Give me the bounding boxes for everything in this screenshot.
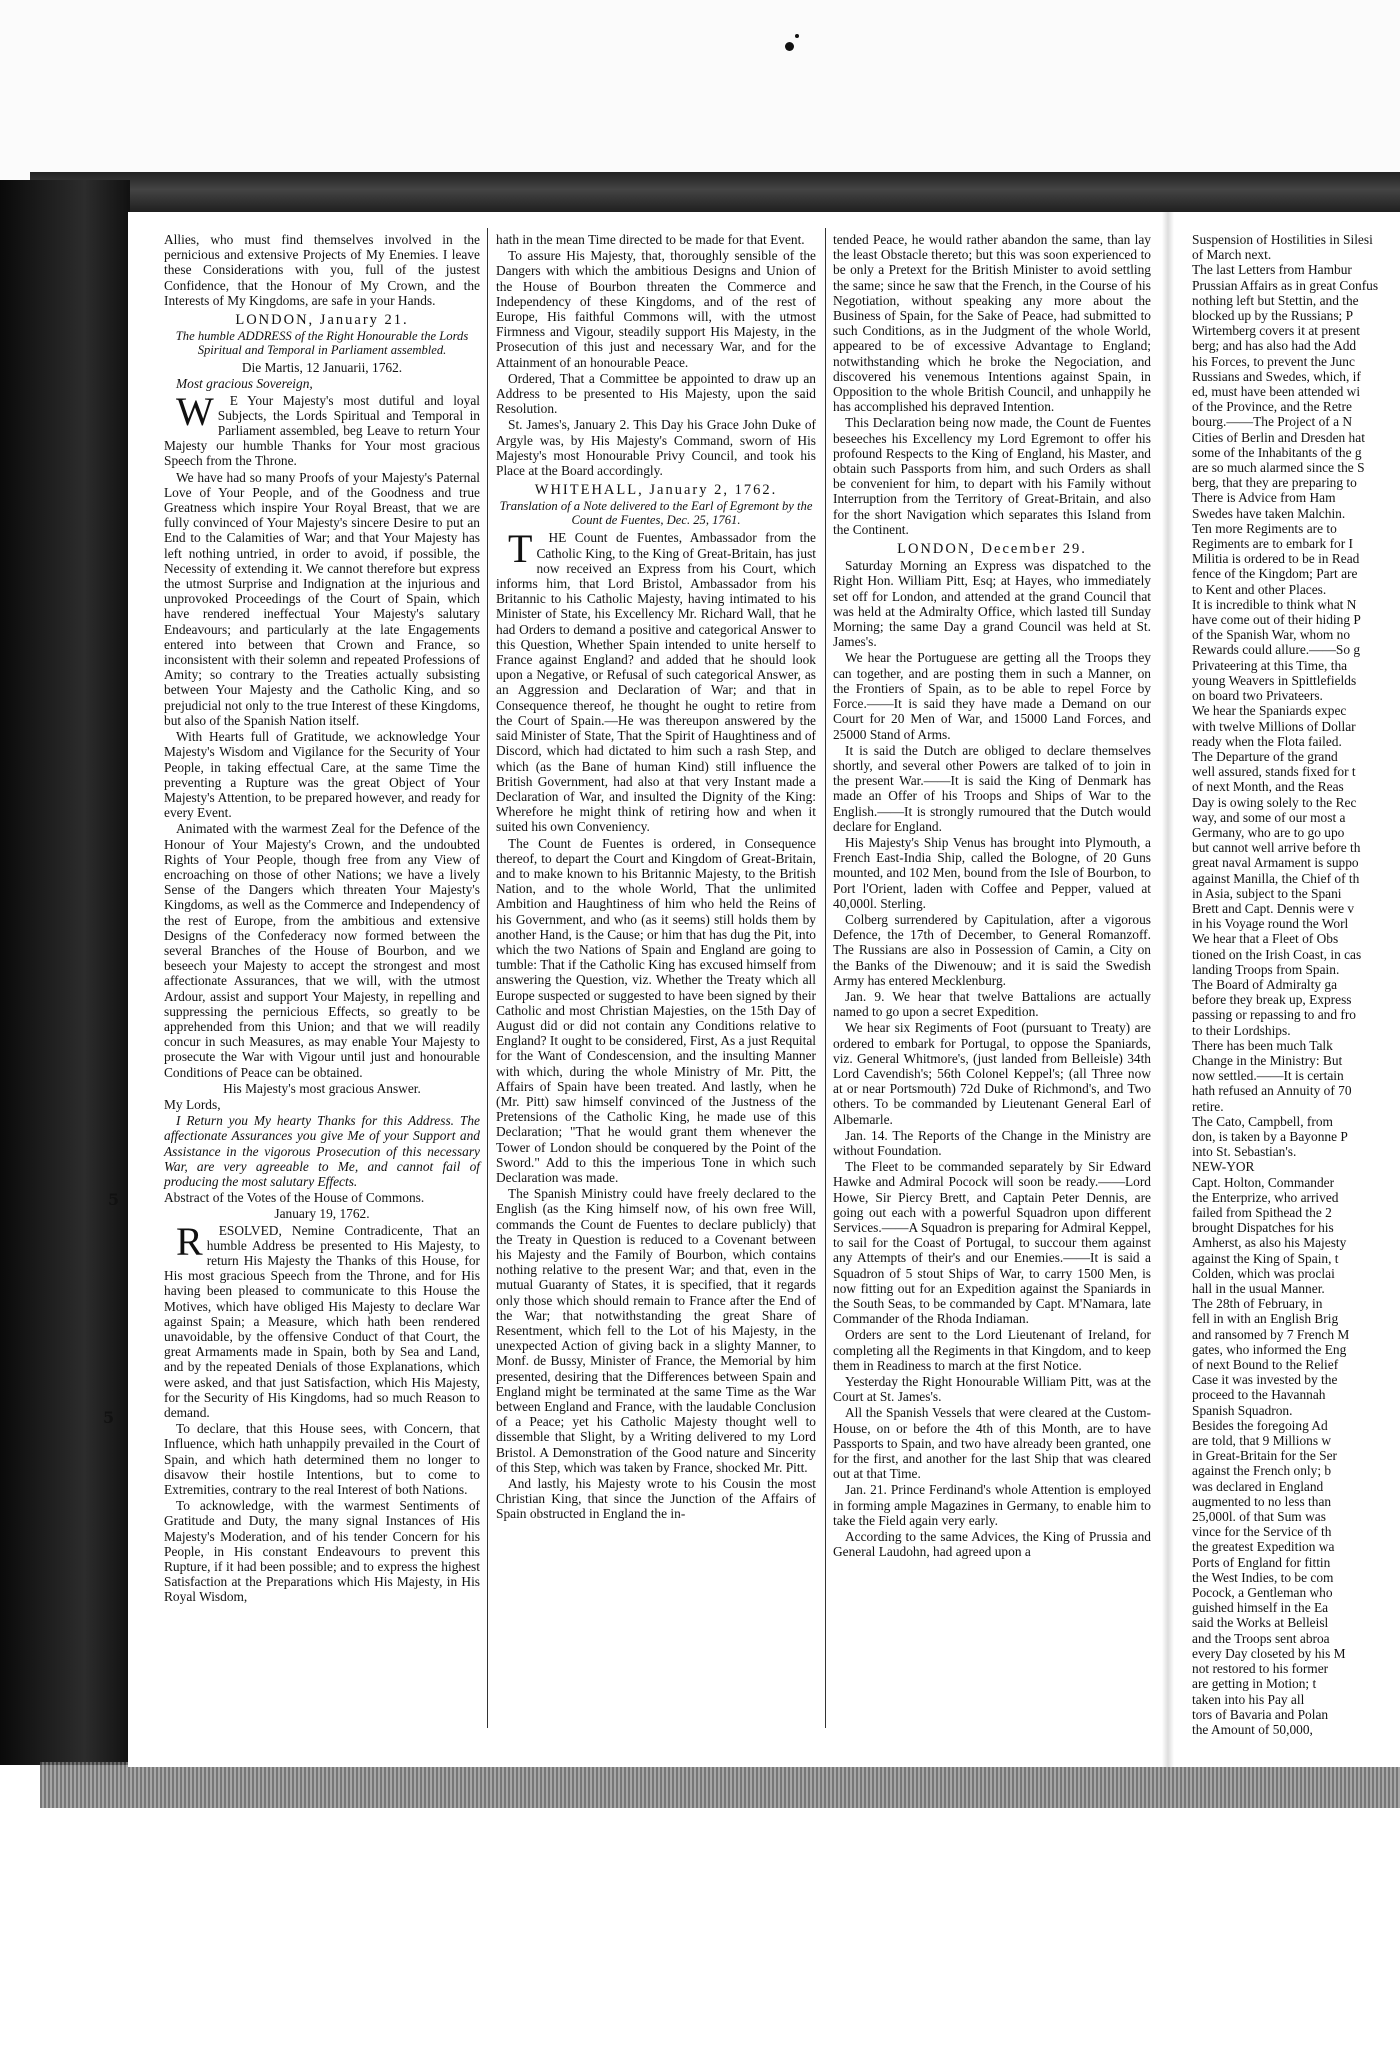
article-paragraph: To acknowledge, with the warmest Sentiments of Gratitude and Duty, the many signal Instances of His Majesty's Moderation, and of his tender Concern for his People, in His constant Endeavours to prevent this Rupture, if it had been possible; and to express the highest Satisfaction at the Preparations which His Majesty, in His Royal Wisdom, bbox=[164, 1498, 480, 1605]
truncated-line: and ransomed by 7 French M bbox=[1192, 1326, 1350, 1342]
truncated-line: are getting in Motion; t bbox=[1192, 1676, 1317, 1692]
truncated-line: in Great-Britain for the Ser bbox=[1192, 1448, 1338, 1464]
truncated-line: of next Bound to the Relief bbox=[1192, 1357, 1339, 1373]
truncated-line: in Asia, subject to the Spani bbox=[1192, 885, 1342, 901]
truncated-line: gates, who informed the Eng bbox=[1192, 1341, 1347, 1357]
truncated-line: Day is owing solely to the Rec bbox=[1192, 794, 1357, 810]
truncated-line: Colden, which was proclai bbox=[1192, 1265, 1335, 1281]
section-heading: LONDON, December 29. bbox=[897, 541, 1087, 558]
truncated-line: against Manilla, the Chief of th bbox=[1192, 870, 1360, 886]
truncated-line: Wirtemberg covers it at present bbox=[1192, 323, 1361, 339]
article-paragraph: tended Peace, he would rather abandon the same, than lay the least Obstacle thereto; but this was soon experienced to be only a Pretext for the British Minister to avoid settling the same; since he saw that the French, in the Course of his Negotiation, without speaking any more about the Business of Spain, for the Sake of Peace, had submitted to such Conditions, as in the Judgment of the whole World, appeared to be of excessive Advantage to England; notwithstanding which he broke the Negociation, and discovered his venemous Intentions against Spain, in Opposition to the whole British Council, and unhappily he has accomplished his depraved Intention. bbox=[833, 232, 1151, 415]
truncated-line: Amherst, as also his Majesty bbox=[1192, 1235, 1347, 1251]
truncated-line: landing Troops from Spain. bbox=[1192, 961, 1340, 977]
truncated-line: before they break up, Express bbox=[1192, 992, 1352, 1008]
truncated-line: augmented to no less than bbox=[1192, 1493, 1332, 1509]
truncated-line: don, is taken by a Bayonne P bbox=[1192, 1128, 1348, 1144]
truncated-line: and the Troops sent abroa bbox=[1192, 1630, 1330, 1646]
truncated-line: berg, that they are preparing to bbox=[1192, 475, 1357, 491]
truncated-line: ready when the Flota failed. bbox=[1192, 733, 1342, 749]
article-paragraph: And lastly, his Majesty wrote to his Cousin the most Christian King, that since the Junction of the Affairs of Spain obstructed in England the in- bbox=[496, 1476, 816, 1522]
article-paragraph: According to the same Advices, the King of Prussia and General Laudohn, had agreed upon a bbox=[833, 1529, 1151, 1560]
column-1 bbox=[164, 232, 480, 1606]
truncated-line: way, and some of our most a bbox=[1192, 809, 1346, 825]
truncated-line: fence of the Kingdom; Part are bbox=[1192, 566, 1358, 582]
truncated-line: guished himself in the Ea bbox=[1192, 1600, 1329, 1616]
truncated-line: The last Letters from Hambur bbox=[1192, 262, 1352, 278]
truncated-line: There has been much Talk bbox=[1192, 1037, 1333, 1053]
margin-mark: 5 bbox=[103, 1408, 115, 1427]
article-paragraph: hath in the mean Time directed to be made for that Event. bbox=[496, 232, 805, 247]
book-top-edge bbox=[30, 172, 1400, 216]
truncated-line: said the Works at Belleisl bbox=[1192, 1615, 1329, 1631]
truncated-line: tors of Bavaria and Polan bbox=[1192, 1706, 1329, 1722]
article-paragraph: WE Your Majesty's most dutiful and loyal Subjects, the Lords Spiritual and Temporal in Parliament assembled, beg Leave to return Your Majesty our humble Thanks for Your most gracious Speech from the Throne. bbox=[164, 388, 480, 469]
truncated-line: brought Dispatches for his bbox=[1192, 1220, 1334, 1236]
truncated-line: hath refused an Annuity of 70 bbox=[1192, 1083, 1352, 1099]
article-paragraph: The Count de Fuentes is ordered, in Consequence thereof, to depart the Court and Kingdom of Great-Britain, and to make known to his Britannic Majesty, to the British Nation, and to the whole World, That the unlimited Ambition and Haughtiness of him who held the Reins of his Government, and who (as it seems) still holds them by another Hand, is the Cause; or him that has dug the Pit, into which the two Nations of Spain and England are going to tumble: That if the Catholic King has excused himself from answering the Question, viz. Whether the Treaty which all Europe suspected or suggested to have been signed by their Catholic and most Christian Majesties, on the 15th Day of August did or did not contain any Conditions relative to England? It ought to be considered, First, As a just Requital for the Want of Condescension, and the insulting Manner with which, during the whole Ministry of Mr. Pitt, the Affairs of Spain have been treated. And lastly, when he (Mr. Pitt) saw himself convinced of the Justness of the Pretensions of the Catholic King, he made use of this Declaration; "That he would grant them whenever the Tower of London should be conquered by the Point of the Sword." Add to this the imperious Tone in which such Declaration was made. bbox=[496, 835, 816, 1185]
truncated-line: The Cato, Campbell, from bbox=[1192, 1113, 1333, 1129]
truncated-line: The Departure of the grand bbox=[1192, 748, 1338, 764]
truncated-line: the Amount of 50,000, bbox=[1192, 1721, 1313, 1737]
truncated-line: every Day closeted by his M bbox=[1192, 1645, 1346, 1661]
truncated-line: Regiments are to embark for I bbox=[1192, 536, 1354, 552]
truncated-line: in his Voyage round the Worl bbox=[1192, 916, 1349, 932]
truncated-line: against the French only; b bbox=[1192, 1463, 1332, 1479]
article-paragraph: We hear six Regiments of Foot (pursuant to Treaty) are ordered to embark for Portugal, to oppose the Spaniards, viz. General Whitmore's, (just landed from Belleisle) 34th Lord Cavendish's; 56th Colonel Keppel's; (all Three now at or near Portsmouth) 72d Duke of Richmond's, and Two others. To be commanded by Lieutenant General Earl of Albemarle. bbox=[833, 1020, 1151, 1127]
centered-line: His Majesty's most gracious Answer. bbox=[223, 1080, 421, 1096]
truncated-line: Cities of Berlin and Dresden hat bbox=[1192, 429, 1365, 445]
article-paragraph: THE Count de Fuentes, Ambassador from the Catholic King, to the King of Great-Britain, has just now received an Express from his Court, which informs him, that Lord Bristol, Ambassador from his Britannic to his Catholic Majesty, having intimated to his Minister of State, his Excellency Mr. Richard Wall, that he had Orders to demand a positive and categorical Answer to this Question, Whether Spain intended to unite herself to France against England? and added that he should look upon a Negative, or Refusal of such categorical Answer, as an Aggression and Declaration of War; and that in Consequence thereof, he thought he ought to retire from the Court of Spain.—He was thereupon answered by the said Minister of State, That the Spirit of Haughtiness and of Discord, which had dictated to him such a rash Step, and which (as the Bane of human Kind) still influence the British Government, had also at that very Instant made a Declaration of War, and insulted the Dignity of the King: Wherefore he might think of retiring how and when it suited his own Conveniency. bbox=[496, 526, 816, 835]
truncated-line: blocked up by the Russians; P bbox=[1192, 308, 1354, 324]
truncated-line: hall in the usual Manner. bbox=[1192, 1281, 1325, 1297]
truncated-line: on board two Privateers. bbox=[1192, 688, 1323, 704]
truncated-line: some of the Inhabitants of the g bbox=[1192, 444, 1362, 460]
article-paragraph: Yesterday the Right Honourable William Pitt, was at the Court at St. James's. bbox=[833, 1374, 1151, 1405]
truncated-line: retire. bbox=[1192, 1098, 1224, 1114]
newspaper-page bbox=[128, 212, 1400, 1767]
article-paragraph: The Fleet to be commanded separately by Sir Edward Hawke and Admiral Pocock will soon be ready.——Lord Howe, Sir Piercy Brett, and Captain Peter Dennis, are going out each with a powerful Squadron upon different Services.——A Squadron is preparing for Admiral Keppel, to sail for the Coast of Portugal, to succour them against any Attempts of their's and our Enemies.——It is said a Squadron of 5 stout Ships of War, to carry 1500 Men, is now fitting out for an Expedition against the Spaniards in the South Seas, to be commanded by Capt. M'Namara, late Commander of the Rhoda Indiaman. bbox=[833, 1159, 1151, 1327]
article-paragraph: We have had so many Proofs of your Majesty's Paternal Love of Your People, and of the Goodness and true Greatness which inspire Your Royal Breast, that we are fully convinced of Your Majesty's sincere Desire to put an End to the Calamities of War; and that Your Majesty has left nothing untried, in order to avoid, if possible, the Necessity of extending it. We cannot therefore but express the utmost Surprise and Indignation at the injurious and unprovoked Proceedings of the Court of Spain, which have rendered ineffectual Your Majesty's salutary Endeavours; and particularly at the late Engagements entered into between that Crown and France, so inconsistent with their solemn and repeated Professions of Amity; so contrary to the Treaties actually subsisting between Your Majesty and the Catholic King, and so prejudicial not only to the true Interest of these Kingdoms, but also of the Spanish Nation itself. bbox=[164, 469, 480, 728]
truncated-line: Swedes have taken Malchin. bbox=[1192, 505, 1346, 521]
truncated-line: of the Province, and the Retre bbox=[1192, 399, 1352, 415]
truncated-line: taken into his Pay all bbox=[1192, 1691, 1305, 1707]
truncated-line: not restored to his former bbox=[1192, 1661, 1329, 1677]
truncated-line: failed from Spithead the 2 bbox=[1192, 1205, 1332, 1220]
column-3 bbox=[833, 232, 1151, 1560]
truncated-line: We hear the Spaniards expec bbox=[1192, 703, 1347, 719]
article-paragraph: The Spanish Ministry could have freely declared to the English (as the King himself now, of his own free Will, commands the Count de Fuentes to declare publicly) that the Treaty in Question is reduced to a Covenant between his Majesty and the Family of Bourbon, which contains nothing relative to the present War; and that, even in the mutual Guaranty of States, it is specified, that it regards only those which should remain to France after the End of the War; that notwithstanding the great Share of Resentment, which fell to the Lot of his Majesty, in the unexpected Action of giving back in a slighty Manner, to Monf. de Bussy, Minister of France, the Memorial by him presented, desiring that the Differences between Spain and England might be terminated at the same Time as the War between England and France, with the laudable Conclusion of a Peace; yet his Catholic Majesty thought well to dissemble that Slight, by a Writing delivered to my Lord Bristol. A Demonstration of the Good nature and Sincerity of this Step, which was taken by France, shocked Mr. Pitt. bbox=[496, 1186, 816, 1475]
ink-speck bbox=[795, 34, 799, 38]
italic-line: Most gracious Sovereign, bbox=[176, 376, 313, 392]
truncated-line: was declared in England bbox=[1192, 1478, 1324, 1494]
article-paragraph: Animated with the warmest Zeal for the Defence of the Honour of Your Majesty's Crown, and the undoubted Rights of Your People, though free from any View of encroaching on those of other Nations; we have a lively Sense of the Dangers which threaten Your Majesty's Kingdoms, as well as the Commerce and Independency of the rest of Europe, from the ambitious and extensive Designs of the Confederacy now formed between the several Branches of the House of Bourbon, and we beseech your Majesty to accept the strongest and most affectionate Assurances, that we will, with the utmost Ardour, assist and support Your Majesty, in repelling and suppressing the pernicious Effects, so greatly to be apprehended from this Union; and that we will readily concur in such Measures, as may enable Your Majesty to prosecute the War with Vigour until just and honourable Conditions of Peace can be obtained. bbox=[164, 821, 480, 1080]
truncated-line: NEW-YOR bbox=[1192, 1159, 1255, 1175]
section-heading: WHITEHALL, January 2, 1762. bbox=[534, 482, 778, 499]
article-paragraph: It is said the Dutch are obliged to declare themselves shortly, and several other Powers are talked of to join in the present War.——It is said the King of Denmark has made an Offer of his Troops and Ships of War to the English.——It is strongly rumoured that the Dutch would declare for England. bbox=[833, 742, 1151, 834]
centered-line: Die Martis, 12 Januarii, 1762. bbox=[241, 360, 403, 376]
column-2 bbox=[496, 232, 816, 1523]
truncated-line: the West Indies, to be com bbox=[1192, 1569, 1334, 1585]
truncated-line: There is Advice from Ham bbox=[1192, 490, 1336, 506]
truncated-line: Capt. Holton, Commander bbox=[1192, 1174, 1335, 1190]
truncated-line: Ten more Regiments are to bbox=[1192, 520, 1337, 536]
article-paragraph: Jan. 21. Prince Ferdinand's whole Attention is employed in forming ample Magazines in Germany, to enable him to take the Field again very early. bbox=[833, 1482, 1151, 1528]
truncated-line: Spanish Squadron. bbox=[1192, 1402, 1293, 1418]
article-paragraph: Ordered, That a Committee be appointed to draw up an Address to be presented to His Majesty, upon the said Resolution. bbox=[496, 370, 816, 417]
book-bottom-edge bbox=[40, 1762, 1400, 1808]
truncated-line: have come out of their hiding P bbox=[1192, 612, 1361, 628]
truncated-line: Change in the Ministry: But bbox=[1192, 1052, 1343, 1068]
article-paragraph: To declare, that this House sees, with Concern, that Influence, which hath unhappily prevailed in the Court of Spain, and which hath determined them no longer to disavow their hostile Intentions, but to come to Extremities, contrary to the real Interest of both Nations. bbox=[164, 1421, 480, 1498]
ink-speck bbox=[785, 42, 794, 51]
truncated-line: into St. Sebastian's. bbox=[1192, 1144, 1297, 1160]
centered-line: January 19, 1762. bbox=[274, 1206, 370, 1222]
truncated-line: well assured, stands fixed for t bbox=[1192, 764, 1356, 780]
truncated-line: proceed to the Havannah bbox=[1192, 1387, 1326, 1403]
article-paragraph: Allies, who must find themselves involved in the pernicious and extensive Projects of My Enemies. I leave these Considerations with you, full of the justest Confidence, that the Honour of My Crown, and the Interests of My Kingdoms, are safe in your Hands. bbox=[164, 232, 480, 308]
column-rule bbox=[825, 228, 826, 1728]
italic-line: I Return you My hearty Thanks for this Address. The affectionate Assurances you give Me of your Support and Assistance in the vigorous Prosecution of this necessary War, are very agreeable to Me, and cannot fail of producing the most salutary Effects. bbox=[164, 1113, 480, 1189]
truncated-line: bourg.——The Project of a N bbox=[1192, 414, 1353, 430]
article-paragraph: We hear the Portuguese are getting all the Troops they can together, and are posting them in such a Manner, on the Frontiers of Spain, as to be able to repel Force by Force.——It is said they have made a Demand on our Court for 20 Men of War, and 15000 Land Forces, and 25000 Stand of Arms. bbox=[833, 650, 1151, 742]
article-paragraph: Abstract of the Votes of the House of Commons. bbox=[164, 1190, 425, 1206]
truncated-line: are told, that 9 Millions w bbox=[1192, 1433, 1332, 1449]
truncated-line: We hear that a Fleet of Obs bbox=[1192, 931, 1339, 947]
article-paragraph: His Majesty's Ship Venus has brought into Plymouth, a French East-India Ship, called the Bologne, of 20 Guns mounted, and 102 Men, bound from the Isle of Bourbon, to Port l'Orient, laden with Coffee and Pepper, valued at 40,000l. Sterling. bbox=[833, 834, 1151, 911]
truncated-line: of next Month, and the Reas bbox=[1192, 779, 1344, 795]
truncated-line: vince for the Service of th bbox=[1192, 1524, 1332, 1540]
truncated-line: nothing left but Stettin, and the bbox=[1192, 292, 1359, 308]
truncated-line: to their Lordships. bbox=[1192, 1022, 1291, 1038]
truncated-line: Suspension of Hostilities in Silesi bbox=[1192, 232, 1373, 247]
article-paragraph: Colberg surrendered by Capitulation, after a vigorous Defence, the 17th of December, to General Romanzoff. The Russians are also in Possession of Camin, a City on the Banks of the Diwenouw; and it is said the Swedish Army has entered Mecklenburg. bbox=[833, 911, 1151, 988]
truncated-line: Russians and Swedes, which, if bbox=[1192, 368, 1361, 384]
truncated-line: The 28th of February, in bbox=[1192, 1296, 1323, 1312]
truncated-line: to Kent and other Places. bbox=[1192, 581, 1327, 597]
truncated-line: Rewards could allure.——So g bbox=[1192, 642, 1361, 658]
truncated-line: Prussian Affairs as in great Confus bbox=[1192, 277, 1379, 293]
article-paragraph: With Hearts full of Gratitude, we acknowledge Your Majesty's Wisdom and Vigilance for the Security of Your People, in taking effectual Care, at the same Time the preventing a Rupture was the great Object of Your Majesty's Attention, to be prepared however, and ready for every Event. bbox=[164, 729, 480, 821]
truncated-line: of March next. bbox=[1192, 247, 1272, 263]
truncated-line: passing or repassing to and fro bbox=[1192, 1007, 1357, 1023]
article-paragraph: To assure His Majesty, that, thoroughly sensible of the Dangers with which the ambitious Designs and Union of the House of Bourbon threaten the Commerce and Independency of these Kingdoms, and of the rest of Europe, His faithful Commons will, with the utmost Firmness and Vigour, steadily support His Majesty, in the Prosecution of this just and necessary War, and for the Attainment of an honourable Peace. bbox=[496, 248, 816, 370]
truncated-line: Brett and Capt. Dennis were v bbox=[1192, 900, 1355, 916]
truncated-line: Pocock, a Gentleman who bbox=[1192, 1585, 1333, 1601]
article-paragraph: Jan. 14. The Reports of the Change in the Ministry are without Foundation. bbox=[833, 1127, 1151, 1158]
article-paragraph: Saturday Morning an Express was dispatched to the Right Hon. William Pitt, Esq; at Hayes, who immediately set off for London, and attended at the grand Council that was held at the Admiralty Office, which lasted till Sunday Morning; the same Day a grand Council was held at St. James's. bbox=[833, 558, 1151, 650]
truncated-line: great naval Armament is suppo bbox=[1192, 855, 1359, 871]
truncated-line: but cannot well arrive before th bbox=[1192, 840, 1361, 856]
article-subtitle: The humble ADDRESS of the Right Honourable the Lords Spiritual and Temporal in Parliament assembled. bbox=[175, 329, 469, 358]
page-gutter bbox=[1162, 212, 1174, 1767]
truncated-line: against the King of Spain, t bbox=[1192, 1250, 1339, 1266]
article-paragraph: All the Spanish Vessels that were cleared at the Custom-House, on or before the 4th of this Month, are to have Passports to Spain, and two have already been granted, one for the first, and another for the last Ship that was cleared out at that Time. bbox=[833, 1405, 1151, 1482]
article-paragraph: St. James's, January 2. This Day his Grace John Duke of Argyle was, by His Majesty's Command, sworn of His Majesty's most Honourable Privy Council, and took his Place at the Board accordingly. bbox=[496, 417, 816, 479]
truncated-line: 25,000l. of that Sum was bbox=[1192, 1509, 1326, 1525]
column-4 bbox=[1192, 232, 1400, 1737]
truncated-line: berg; and has also had the Add bbox=[1192, 338, 1357, 354]
article-paragraph: This Declaration being now made, the Count de Fuentes beseeches his Excellency my Lord Egremont to offer his profound Respects to the King of England, his Master, and obtain such Passports from him, and such Orders as shall be convenient for him, to depart with his Family without Interruption from the Territory of Great-Britain, and also for the short Navigation which separates this Island from the Continent. bbox=[833, 415, 1151, 537]
truncated-line: young Weavers in Spittlefields bbox=[1192, 672, 1357, 688]
article-paragraph: My Lords, bbox=[164, 1096, 221, 1112]
article-paragraph: Orders are sent to the Lord Lieutenant of Ireland, for completing all the Regiments in that Kingdom, and to keep them in Readiness to march at the first Notice. bbox=[833, 1327, 1151, 1373]
truncated-line: Militia is ordered to be in Read bbox=[1192, 551, 1360, 567]
truncated-line: It is incredible to think what N bbox=[1192, 596, 1357, 612]
truncated-line: Ports of England for fittin bbox=[1192, 1554, 1331, 1570]
section-heading: LONDON, January 21. bbox=[235, 312, 409, 329]
scan-background bbox=[0, 0, 1400, 190]
truncated-line: with twelve Millions of Dollar bbox=[1192, 718, 1356, 734]
article-subtitle: Translation of a Note delivered to the Earl of Egremont by the Count de Fuentes, Dec. 25, 1761. bbox=[499, 499, 813, 528]
truncated-line: ed, must have been attended wi bbox=[1192, 384, 1361, 400]
truncated-line: Besides the foregoing Ad bbox=[1192, 1417, 1328, 1433]
article-paragraph: RESOLVED, Nemine Contradicente, That an humble Address be presented to His Majesty, to return His Majesty the Thanks of this House, for His most gracious Speech from the Throne, and for His having been pleased to communicate to this House the Motives, which have obliged His Majesty to declare War against Spain; a Measure, which hath been rendered unavoidable, by the offensive Conduct of that Court, the great Armaments made in Spain, both by Sea and Land, and by the repeated Denials of those Explanations, which were asked, and that just Satisfaction, which His Majesty, for the Security of His Kingdoms, had so much Reason to demand. bbox=[164, 1218, 480, 1421]
book-binding bbox=[0, 180, 130, 1765]
truncated-line: the greatest Expedition wa bbox=[1192, 1539, 1335, 1555]
truncated-line: Privateering at this Time, tha bbox=[1192, 657, 1348, 673]
column-rule bbox=[487, 228, 488, 1728]
truncated-line: tioned on the Irish Coast, in cas bbox=[1192, 946, 1362, 962]
truncated-line: The Board of Admiralty ga bbox=[1192, 976, 1338, 992]
margin-mark: 5 bbox=[108, 1190, 120, 1209]
truncated-line: his Forces, to prevent the Junc bbox=[1192, 353, 1355, 369]
truncated-line: the Enterprize, who arrived bbox=[1192, 1189, 1339, 1205]
truncated-line: Germany, who are to go upo bbox=[1192, 824, 1345, 840]
truncated-line: of the Spanish War, whom no bbox=[1192, 627, 1351, 643]
truncated-line: Case it was invested by the bbox=[1192, 1372, 1338, 1388]
truncated-line: now settled.——It is certain bbox=[1192, 1068, 1344, 1084]
article-paragraph: Jan. 9. We hear that twelve Battalions are actually named to go upon a secret Expedition. bbox=[833, 988, 1151, 1020]
truncated-line: are so much alarmed since the S bbox=[1192, 460, 1365, 476]
truncated-line: fell in with an English Brig bbox=[1192, 1311, 1339, 1327]
